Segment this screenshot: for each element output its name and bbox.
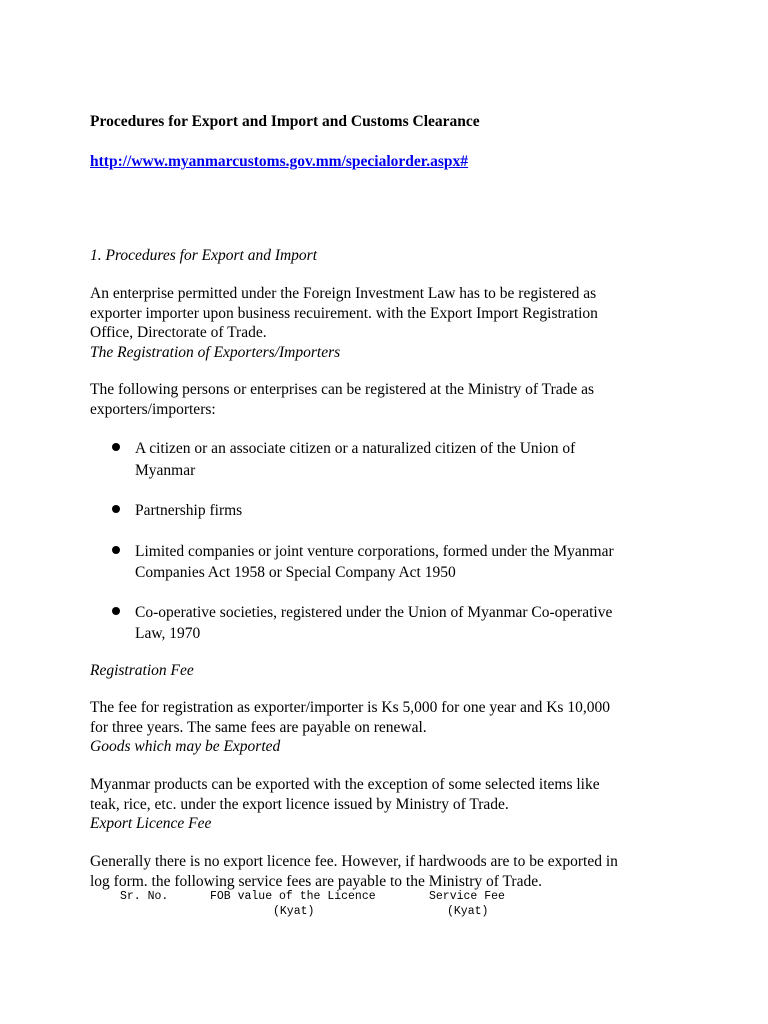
- bullet-3-line-2: Companies Act 1958 or Special Company Act 1950: [135, 564, 456, 581]
- bullet-marker: [112, 546, 120, 554]
- persons-line-1: The following persons or enterprises can be registered at the Ministry of Trade as: [90, 381, 595, 398]
- bullet-marker: [112, 443, 120, 451]
- table-header-service-fee: Service Fee: [429, 890, 505, 903]
- table-header-fob-unit: (Kyat): [273, 905, 315, 918]
- bullet-marker: [112, 505, 120, 513]
- customs-url-link[interactable]: http://www.myanmarcustoms.gov.mm/specialorder.aspx#: [90, 153, 469, 170]
- fee-line-2: for three years. The same fees are payable on renewal.: [90, 719, 427, 736]
- goods-line-2: teak, rice, etc. under the export licence issued by Ministry of Trade.: [90, 796, 509, 813]
- goods-heading: Goods which may be Exported: [90, 738, 281, 755]
- bullet-1-line-2: Myanmar: [135, 462, 196, 479]
- licence-heading: Export Licence Fee: [90, 815, 212, 832]
- bullet-4-line-1: Co-operative societies, registered under the Union of Myanmar Co-operative: [135, 604, 613, 621]
- section-heading: 1. Procedures for Export and Import: [90, 247, 318, 264]
- bullet-2-line-1: Partnership firms: [135, 502, 243, 519]
- bullet-4-line-2: Law, 1970: [135, 625, 201, 642]
- persons-line-2: exporters/importers:: [90, 401, 216, 418]
- goods-line-1: Myanmar products can be exported with the exception of some selected items like: [90, 776, 600, 793]
- document-title: Procedures for Export and Import and Customs Clearance: [90, 113, 480, 130]
- bullet-3-line-1: Limited companies or joint venture corporations, formed under the Myanmar: [135, 543, 614, 560]
- table-header-sr-no: Sr. No.: [120, 890, 169, 903]
- intro-line-1: An enterprise permitted under the Foreign Investment Law has to be registered as: [90, 285, 597, 302]
- table-header-fee-unit: (Kyat): [447, 905, 489, 918]
- intro-line-3: Office, Directorate of Trade.: [90, 324, 267, 341]
- bullet-marker: [112, 607, 120, 615]
- table-header-fob: FOB value of the Licence: [210, 890, 376, 903]
- bullet-1-line-1: A citizen or an associate citizen or a naturalized citizen of the Union of: [135, 440, 576, 457]
- fee-heading: Registration Fee: [90, 662, 194, 679]
- licence-line-1: Generally there is no export licence fee. However, if hardwoods are to be exported in: [90, 853, 618, 870]
- licence-line-2: log form. the following service fees are payable to the Ministry of Trade.: [90, 873, 542, 890]
- fee-line-1: The fee for registration as exporter/importer is Ks 5,000 for one year and Ks 10,000: [90, 699, 610, 716]
- intro-line-2: exporter importer upon business recuirement. with the Export Import Registration: [90, 305, 598, 322]
- registration-heading: The Registration of Exporters/Importers: [90, 344, 341, 361]
